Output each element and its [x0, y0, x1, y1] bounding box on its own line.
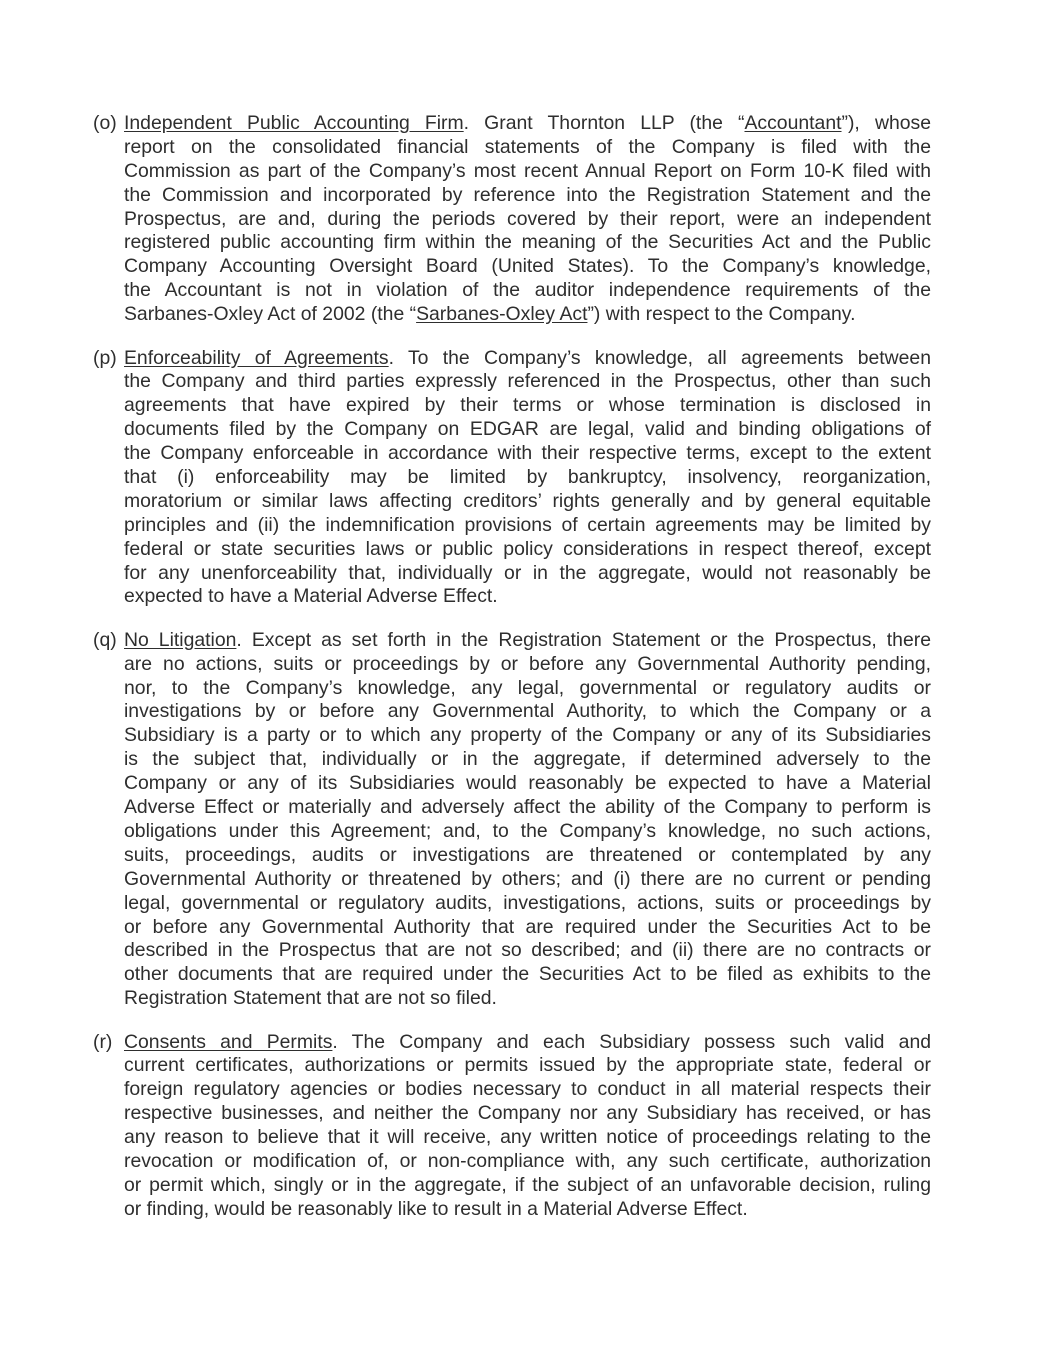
text-line — [124, 1031, 931, 1055]
defined-term: Sarbanes-Oxley Act — [416, 303, 588, 326]
text-line: federal or state securities laws or public policy considerations in respect thereof, except — [124, 537, 931, 560]
text-line: Prospectus, are and, during the periods covered by their report, were an independent — [124, 207, 931, 230]
text-line — [124, 112, 931, 136]
text-line: Registration Statement that are not so filed. — [124, 987, 497, 1010]
text-segment: . To the Company’s knowledge, all agreements between — [388, 346, 932, 369]
text-line: registered public accounting firm within the meaning of the Securities Act and the Public — [124, 231, 931, 254]
defined-term: Independent Public Accounting Firm — [124, 112, 464, 134]
text-line: documents filed by the Company on EDGAR are legal, valid and binding obligations of — [124, 418, 931, 441]
text-segment: ”), whose — [841, 112, 931, 134]
text-line: is the subject that, individually or in the aggregate, if determined adversely to the — [124, 748, 931, 771]
text-line: the Company and third parties expressly referenced in the Prospectus, other than such — [124, 370, 931, 393]
defined-term: Consents and Permits — [124, 1030, 333, 1053]
text-line: report on the consolidated financial statements of the Company is filed with the — [124, 135, 931, 158]
defined-term: Enforceability of Agreements — [124, 346, 389, 369]
text-line: Company or any of its Subsidiaries would reasonably be expected to have a Material — [124, 772, 931, 795]
text-segment: ”) with respect to the Company. — [587, 303, 856, 326]
text-line: are no actions, suits or proceedings by or before any Governmental Authority pending, — [124, 652, 931, 675]
defined-term: No Litigation — [124, 628, 237, 651]
text-line: expected to have a Material Adverse Effect. — [124, 585, 498, 608]
text-line: that (i) enforceability may be limited by bankruptcy, insolvency, reorganization, — [124, 465, 931, 488]
text-line — [124, 347, 931, 371]
text-line: Governmental Authority or threatened by others; and (i) there are no current or pending — [124, 867, 931, 890]
text-line: other documents that are required under the Securities Act to be filed as exhibits to the — [124, 963, 931, 986]
section-label: (p) — [93, 346, 117, 369]
text-line: suits, proceedings, audits or investigations are threatened or contemplated by any — [124, 843, 931, 866]
text-line: the Accountant is not in violation of the auditor independence requirements of the — [124, 279, 931, 302]
section-label: (r) — [93, 1030, 113, 1053]
text-line: investigations by or before any Governmental Authority, to which the Company or a — [124, 700, 931, 723]
text-line: revocation or modification of, or non-compliance with, any such certificate, authorization — [124, 1150, 931, 1173]
text-line: or permit which, singly or in the aggregate, if the subject of an unfavorable decision, ruling — [124, 1173, 931, 1196]
section-paragraph — [93, 629, 931, 1011]
text-segment: . The Company and each Subsidiary possess such valid and — [332, 1030, 932, 1053]
text-line: obligations under this Agreement; and, to the Company’s knowledge, no such actions, — [124, 819, 931, 842]
text-line: nor, to the Company’s knowledge, any legal, governmental or regulatory audits or — [124, 676, 931, 699]
section-label: (o) — [93, 112, 117, 134]
text-line: current certificates, authorizations or permits issued by the appropriate state, federal or — [124, 1054, 931, 1077]
text-line: the Company enforceable in accordance with their respective terms, except to the extent — [124, 442, 931, 465]
text-segment: Sarbanes-Oxley Act of 2002 (the “ — [124, 303, 417, 326]
section-paragraph — [93, 1031, 931, 1222]
text-line: any reason to believe that it will receive, any written notice of proceedings relating to the — [124, 1126, 931, 1149]
text-line: Adverse Effect or materially and adversely affect the ability of the Company to perform is — [124, 796, 931, 819]
text-line: Company Accounting Oversight Board (United States). To the Company’s knowledge, — [124, 255, 931, 278]
text-line: Commission as part of the Company’s most recent Annual Report on Form 10-K filed with — [124, 159, 931, 182]
text-line: respective businesses, and neither the Company nor any Subsidiary has received, or has — [124, 1102, 931, 1125]
text-line: moratorium or similar laws affecting creditors’ rights generally and by general equitable — [124, 489, 931, 512]
text-line: Subsidiary is a party or to which any property of the Company or any of its Subsidiaries — [124, 724, 931, 747]
text-line: described in the Prospectus that are not so described; and (ii) there are no contracts or — [124, 939, 931, 962]
section-paragraph — [93, 347, 931, 610]
text-segment: . Grant Thornton LLP (the “ — [463, 112, 745, 134]
text-line — [124, 629, 931, 653]
text-line: for any unenforceability that, individually or in the aggregate, would not reasonably be — [124, 561, 931, 584]
text-line — [124, 303, 931, 327]
text-segment: . Except as set forth in the Registration Statement or the Prospectus, there — [236, 628, 931, 651]
defined-term: Accountant — [744, 112, 842, 134]
text-line: foreign regulatory agencies or bodies necessary to conduct in all material respects their — [124, 1078, 931, 1101]
section-paragraph — [93, 112, 931, 327]
section-label: (q) — [93, 628, 117, 651]
text-line: principles and (ii) the indemnification provisions of certain agreements may be limited by — [124, 513, 931, 536]
text-line: the Commission and incorporated by reference into the Registration Statement and the — [124, 183, 931, 206]
text-line: agreements that have expired by their terms or whose termination is disclosed in — [124, 394, 931, 417]
text-line: or finding, would be reasonably like to result in a Material Adverse Effect. — [124, 1197, 748, 1220]
text-line: legal, governmental or regulatory audits, investigations, actions, suits or proceedings by — [124, 891, 931, 914]
text-line: or before any Governmental Authority that are required under the Securities Act to be — [124, 915, 931, 938]
document-body — [93, 112, 931, 1241]
